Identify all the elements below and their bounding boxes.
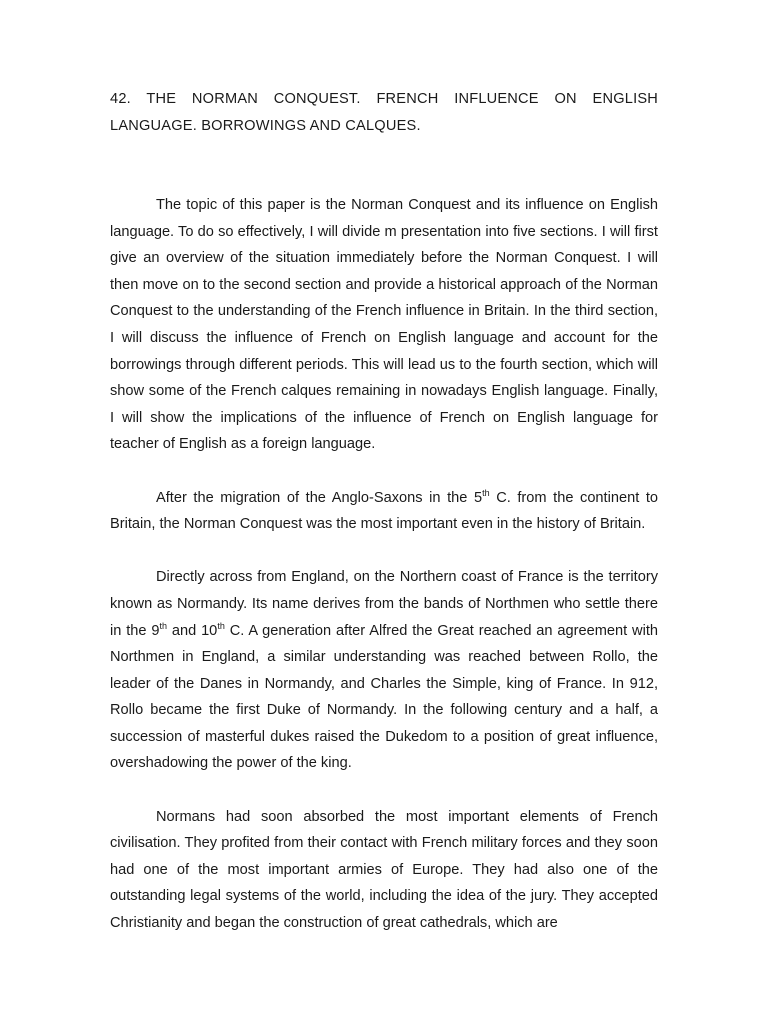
document-title: 42. THE NORMAN CONQUEST. FRENCH INFLUENCE ON ENGLISH LANGUAGE. BORROWINGS AND CALQUES.: [110, 91, 658, 134]
paragraph-text: Directly across from England, on the Northern coast of France is the territory known as Normandy. Its name derives from the bands of Northmen who settle there in the 9: [110, 569, 658, 639]
paragraph-text: and 10: [167, 622, 218, 639]
paragraph-normandy: [110, 564, 658, 777]
paragraph-text: C. A generation after Alfred the Great reached an agreement with Northmen in England, a similar understanding was reached between Rollo, the leader of the Danes in Normandy, and Charles the Simple, king of France. In 912, Rollo became the first Duke of Normandy. In the following century and a half, a succession of masterful dukes raised the Dukedom to a position of great influence, overshadowing the power of the king.: [110, 622, 658, 772]
ordinal-suffix: th: [217, 620, 225, 631]
ordinal-suffix: th: [159, 620, 167, 631]
document-page: [110, 86, 658, 937]
paragraph-anglo-saxons: [110, 485, 658, 538]
spacer: [110, 538, 658, 565]
spacer: [110, 139, 658, 192]
ordinal-suffix: th: [482, 487, 490, 498]
paragraph-normans: Normans had soon absorbed the most important elements of French civilisation. They profited from their contact with French military forces and they soon had one of the most important armies of Europe. They had also one of the outstanding legal systems of the world, including the idea of the jury. They accepted Christianity and began the construction of great cathedrals, which are: [110, 808, 658, 932]
paragraph-introduction: The topic of this paper is the Norman Conquest and its influence on English language. To do so effectively, I will divide m presentation into five sections. I will first give an overview of the situation immediately before the Norman Conquest. I will then move on to the second section and provide a historical approach of the Norman Conquest to the understanding of the French influence in Britain. In the third section, I will discuss the influence of French on English language and account for the borrowings through different periods. This will lead us to the fourth section, which will show some of the French calques remaining in nowadays English language. Finally, I will show the implications of the influence of French on English language for teacher of English as a foreign language.: [110, 197, 658, 453]
spacer: [110, 458, 658, 485]
paragraph-text: After the migration of the Anglo-Saxons in the 5: [156, 489, 483, 506]
spacer: [110, 777, 658, 804]
paragraph-text: C. from the continent to Britain, the Norman Conquest was the most important even in the history of Britain.: [110, 489, 659, 533]
